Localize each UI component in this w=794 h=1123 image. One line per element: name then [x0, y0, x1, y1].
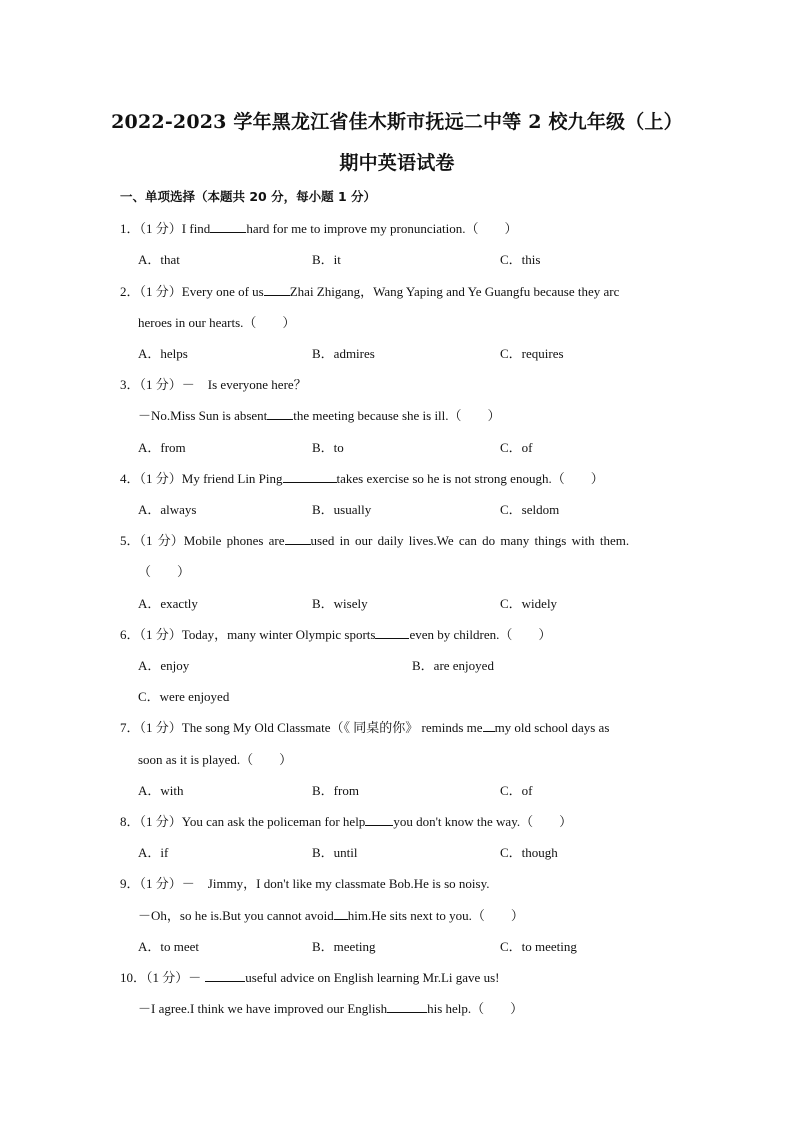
dialog-text: him.He sits next to you.（ ）	[347, 908, 524, 923]
option-b: B．to	[312, 440, 344, 455]
answer-blank	[387, 1000, 427, 1013]
option-a: A．always	[138, 502, 197, 517]
option-b: B．usually	[312, 502, 372, 517]
dialog-text: the meeting because she is ill.（ ）	[293, 408, 501, 423]
question-text: you don't know the way.（ ）	[393, 814, 573, 829]
answer-blank	[375, 626, 409, 639]
question-number: 4．	[120, 471, 140, 486]
question-text: My friend Lin Ping	[181, 471, 283, 486]
question-score: （1 分）	[139, 221, 182, 236]
option-a: A．with	[138, 783, 184, 798]
question-continuation	[138, 998, 523, 1017]
question-5	[120, 530, 629, 549]
question-number: 5．	[120, 533, 140, 548]
question-continuation	[138, 905, 524, 924]
question-text: The song My Old Classmate（《 同桌的你》 reminds me	[181, 720, 483, 735]
question-score: （1 分）	[139, 720, 182, 735]
question-continuation: soon as it is played.（ ）	[138, 752, 293, 767]
answer-blank	[205, 969, 245, 982]
answer-blank	[483, 719, 495, 732]
dialog-text: his help.（ ）	[427, 1001, 524, 1016]
option-b: B．until	[312, 845, 358, 860]
question-text: takes exercise so he is not strong enough.（ ）	[336, 471, 604, 486]
question-text: used in our daily lives.We can do many things with them.	[310, 533, 630, 548]
option-a: A．to meet	[138, 939, 200, 954]
question-text: Mobile phones are	[183, 533, 285, 548]
option-a: A．enjoy	[138, 658, 190, 673]
option-c: C．to meeting	[500, 939, 577, 954]
answer-blank	[285, 532, 311, 545]
option-c: C．this	[500, 252, 541, 267]
question-continuation: heroes in our hearts.（ ）	[138, 315, 296, 330]
question-number: 7．	[120, 720, 140, 735]
question-2	[120, 281, 619, 300]
option-a: A．if	[138, 845, 169, 860]
question-4	[120, 468, 604, 487]
question-7	[120, 717, 609, 736]
option-a: A．exactly	[138, 596, 198, 611]
option-b: B．wisely	[312, 596, 368, 611]
question-8	[120, 811, 572, 830]
option-a: A．helps	[138, 346, 188, 361]
option-a: A．from	[138, 440, 186, 455]
question-continuation	[138, 405, 501, 424]
question-score: （1 分）	[139, 876, 182, 891]
question-number: 10．	[120, 970, 147, 985]
option-c: C．requires	[500, 346, 564, 361]
option-c: C．though	[500, 845, 558, 860]
option-c: C．of	[500, 440, 533, 455]
question-3	[120, 374, 307, 393]
question-text: hard for me to improve my pronunciation.（ ）	[246, 221, 518, 236]
question-1	[120, 218, 517, 237]
question-score: （1 分）	[139, 533, 184, 548]
question-text: my old school days as	[494, 720, 610, 735]
question-continuation: （ ）	[138, 564, 191, 579]
answer-blank	[365, 813, 393, 826]
question-score: （1 分）	[146, 970, 189, 985]
option-b: B．it	[312, 252, 341, 267]
question-10	[120, 967, 499, 986]
option-b: B．meeting	[312, 939, 376, 954]
question-text: Every one of us	[181, 284, 264, 299]
question-number: 8．	[120, 814, 140, 829]
question-text: － Jimmy，I don't like my classmate Bob.He is so noisy.	[181, 876, 490, 891]
question-score: （1 分）	[139, 627, 182, 642]
question-score: （1 分）	[139, 814, 182, 829]
answer-blank	[267, 407, 293, 420]
question-text: － Is everyone here？	[181, 377, 307, 392]
question-text: even by children.（ ）	[409, 627, 552, 642]
question-score: （1 分）	[139, 377, 182, 392]
option-b: B．from	[312, 783, 359, 798]
option-b: B．admires	[312, 346, 375, 361]
question-score: （1 分）	[139, 284, 182, 299]
question-9	[120, 873, 489, 892]
option-c: C．widely	[500, 596, 558, 611]
answer-blank	[283, 470, 337, 483]
dialog-text: －I agree.I think we have improved our English	[138, 1001, 388, 1016]
question-text: Today，many winter Olympic sports	[181, 627, 376, 642]
question-number: 9．	[120, 876, 140, 891]
dialog-text: －No.Miss Sun is absent	[138, 408, 268, 423]
dialog-text: －Oh，so he is.But you cannot avoid	[138, 908, 334, 923]
exam-title-line1: 2022-2023 学年黑龙江省佳木斯市抚远二中等 2 校九年级（上）	[111, 111, 683, 133]
question-text: －	[188, 970, 202, 985]
option-c: C．seldom	[500, 502, 560, 517]
answer-blank	[334, 907, 348, 920]
question-text: useful advice on English learning Mr.Li gave us!	[245, 970, 500, 985]
question-6	[120, 624, 551, 643]
answer-blank	[210, 220, 246, 233]
option-b: B．are enjoyed	[412, 658, 494, 673]
question-text: I find	[181, 221, 211, 236]
question-text: Zhai Zhigang，Wang Yaping and Ye Guangfu because they arc	[289, 284, 620, 299]
question-number: 3．	[120, 377, 140, 392]
option-c: C．were enjoyed	[138, 689, 230, 704]
question-number: 2．	[120, 284, 140, 299]
answer-blank	[264, 283, 290, 296]
question-text: You can ask the policeman for help	[181, 814, 366, 829]
option-c: C．of	[500, 783, 533, 798]
question-number: 1．	[120, 221, 140, 236]
section-heading: 一、单项选择（本题共 20 分，每小题 1 分）	[120, 189, 377, 204]
exam-title-line2: 期中英语试卷	[339, 152, 455, 174]
question-number: 6．	[120, 627, 140, 642]
question-score: （1 分）	[139, 471, 182, 486]
option-a: A．that	[138, 252, 180, 267]
